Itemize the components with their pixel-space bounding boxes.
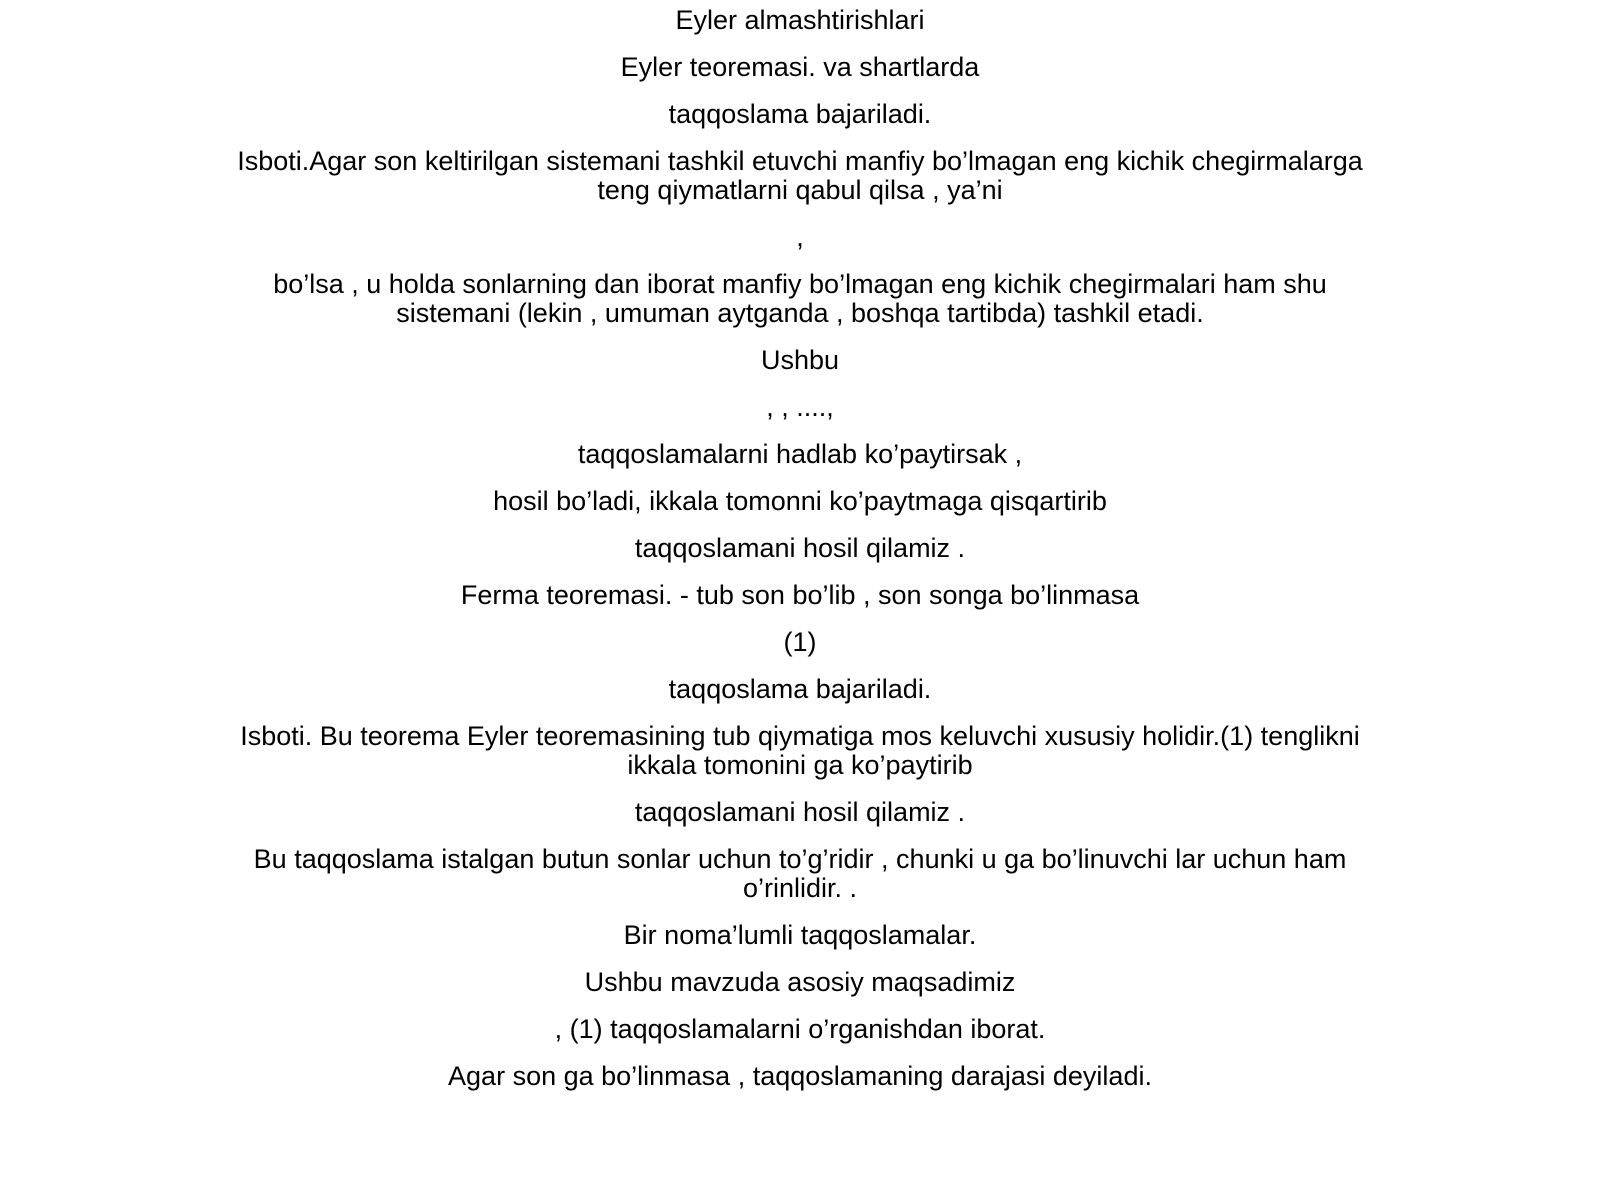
text-line: Ushbu mavzuda asosiy maqsadimiz [584, 967, 1016, 997]
text-line: hosil bo’ladi, ikkala tomonni ko’paytmaga qisqartirib [493, 486, 1107, 516]
text-line: taqqoslamani hosil qilamiz . [634, 533, 966, 563]
text-line: taqqoslamani hosil qilamiz . [634, 797, 966, 827]
section-heading: Bir noma’lumli taqqoslamalar. [623, 920, 977, 950]
theorem-conclusion: taqqoslama bajariladi. [668, 99, 932, 129]
proof-paragraph: Isboti. Bu teorema Eyler teoremasining tub qiymatiga mos keluvchi xususiy holidir.(1) tenglikni ikkala tomonini ga ko’paytirib [240, 721, 1360, 780]
theorem-statement: Ferma teoremasi. - tub son bo’lib , son songa bo’linmasa [460, 580, 1140, 610]
proof-paragraph: Bu taqqoslama istalgan butun sonlar uchun to’g’ridir , chunki u ga bo’linuvchi lar uchun ham o’rinlidir. . [253, 844, 1347, 903]
formula-line: , , ...., [766, 392, 834, 422]
text-line: Agar son ga bo’linmasa , taqqoslamaning darajasi deyiladi. [448, 1061, 1152, 1091]
formula-line: (1) [783, 627, 817, 657]
proof-paragraph: bo’lsa , u holda sonlarning dan iborat manfiy bo’lmagan eng kichik chegirmalari ham shu sistemani (lekin , umuman aytganda , boshqa tartibda) tashkil etadi. [273, 269, 1327, 328]
theorem-conclusion: taqqoslama bajariladi. [668, 674, 932, 704]
formula-line: , [796, 222, 804, 252]
theorem-statement: Eyler teoremasi. va shartlarda [620, 52, 980, 82]
text-line: , (1) taqqoslamalarni o’rganishdan iborat. [554, 1014, 1046, 1044]
text-line: Ushbu [760, 345, 840, 375]
proof-paragraph: Isboti.Agar son keltirilgan sistemani tashkil etuvchi manfiy bo’lmagan eng kichik chegirmalarga teng qiymatlarni qabul qilsa , ya’ni [237, 146, 1363, 205]
document-body [220, 6, 1380, 1109]
section-title: Eyler almashtirishlari [675, 5, 925, 35]
text-line: taqqoslamalarni hadlab ko’paytirsak , [577, 439, 1023, 469]
